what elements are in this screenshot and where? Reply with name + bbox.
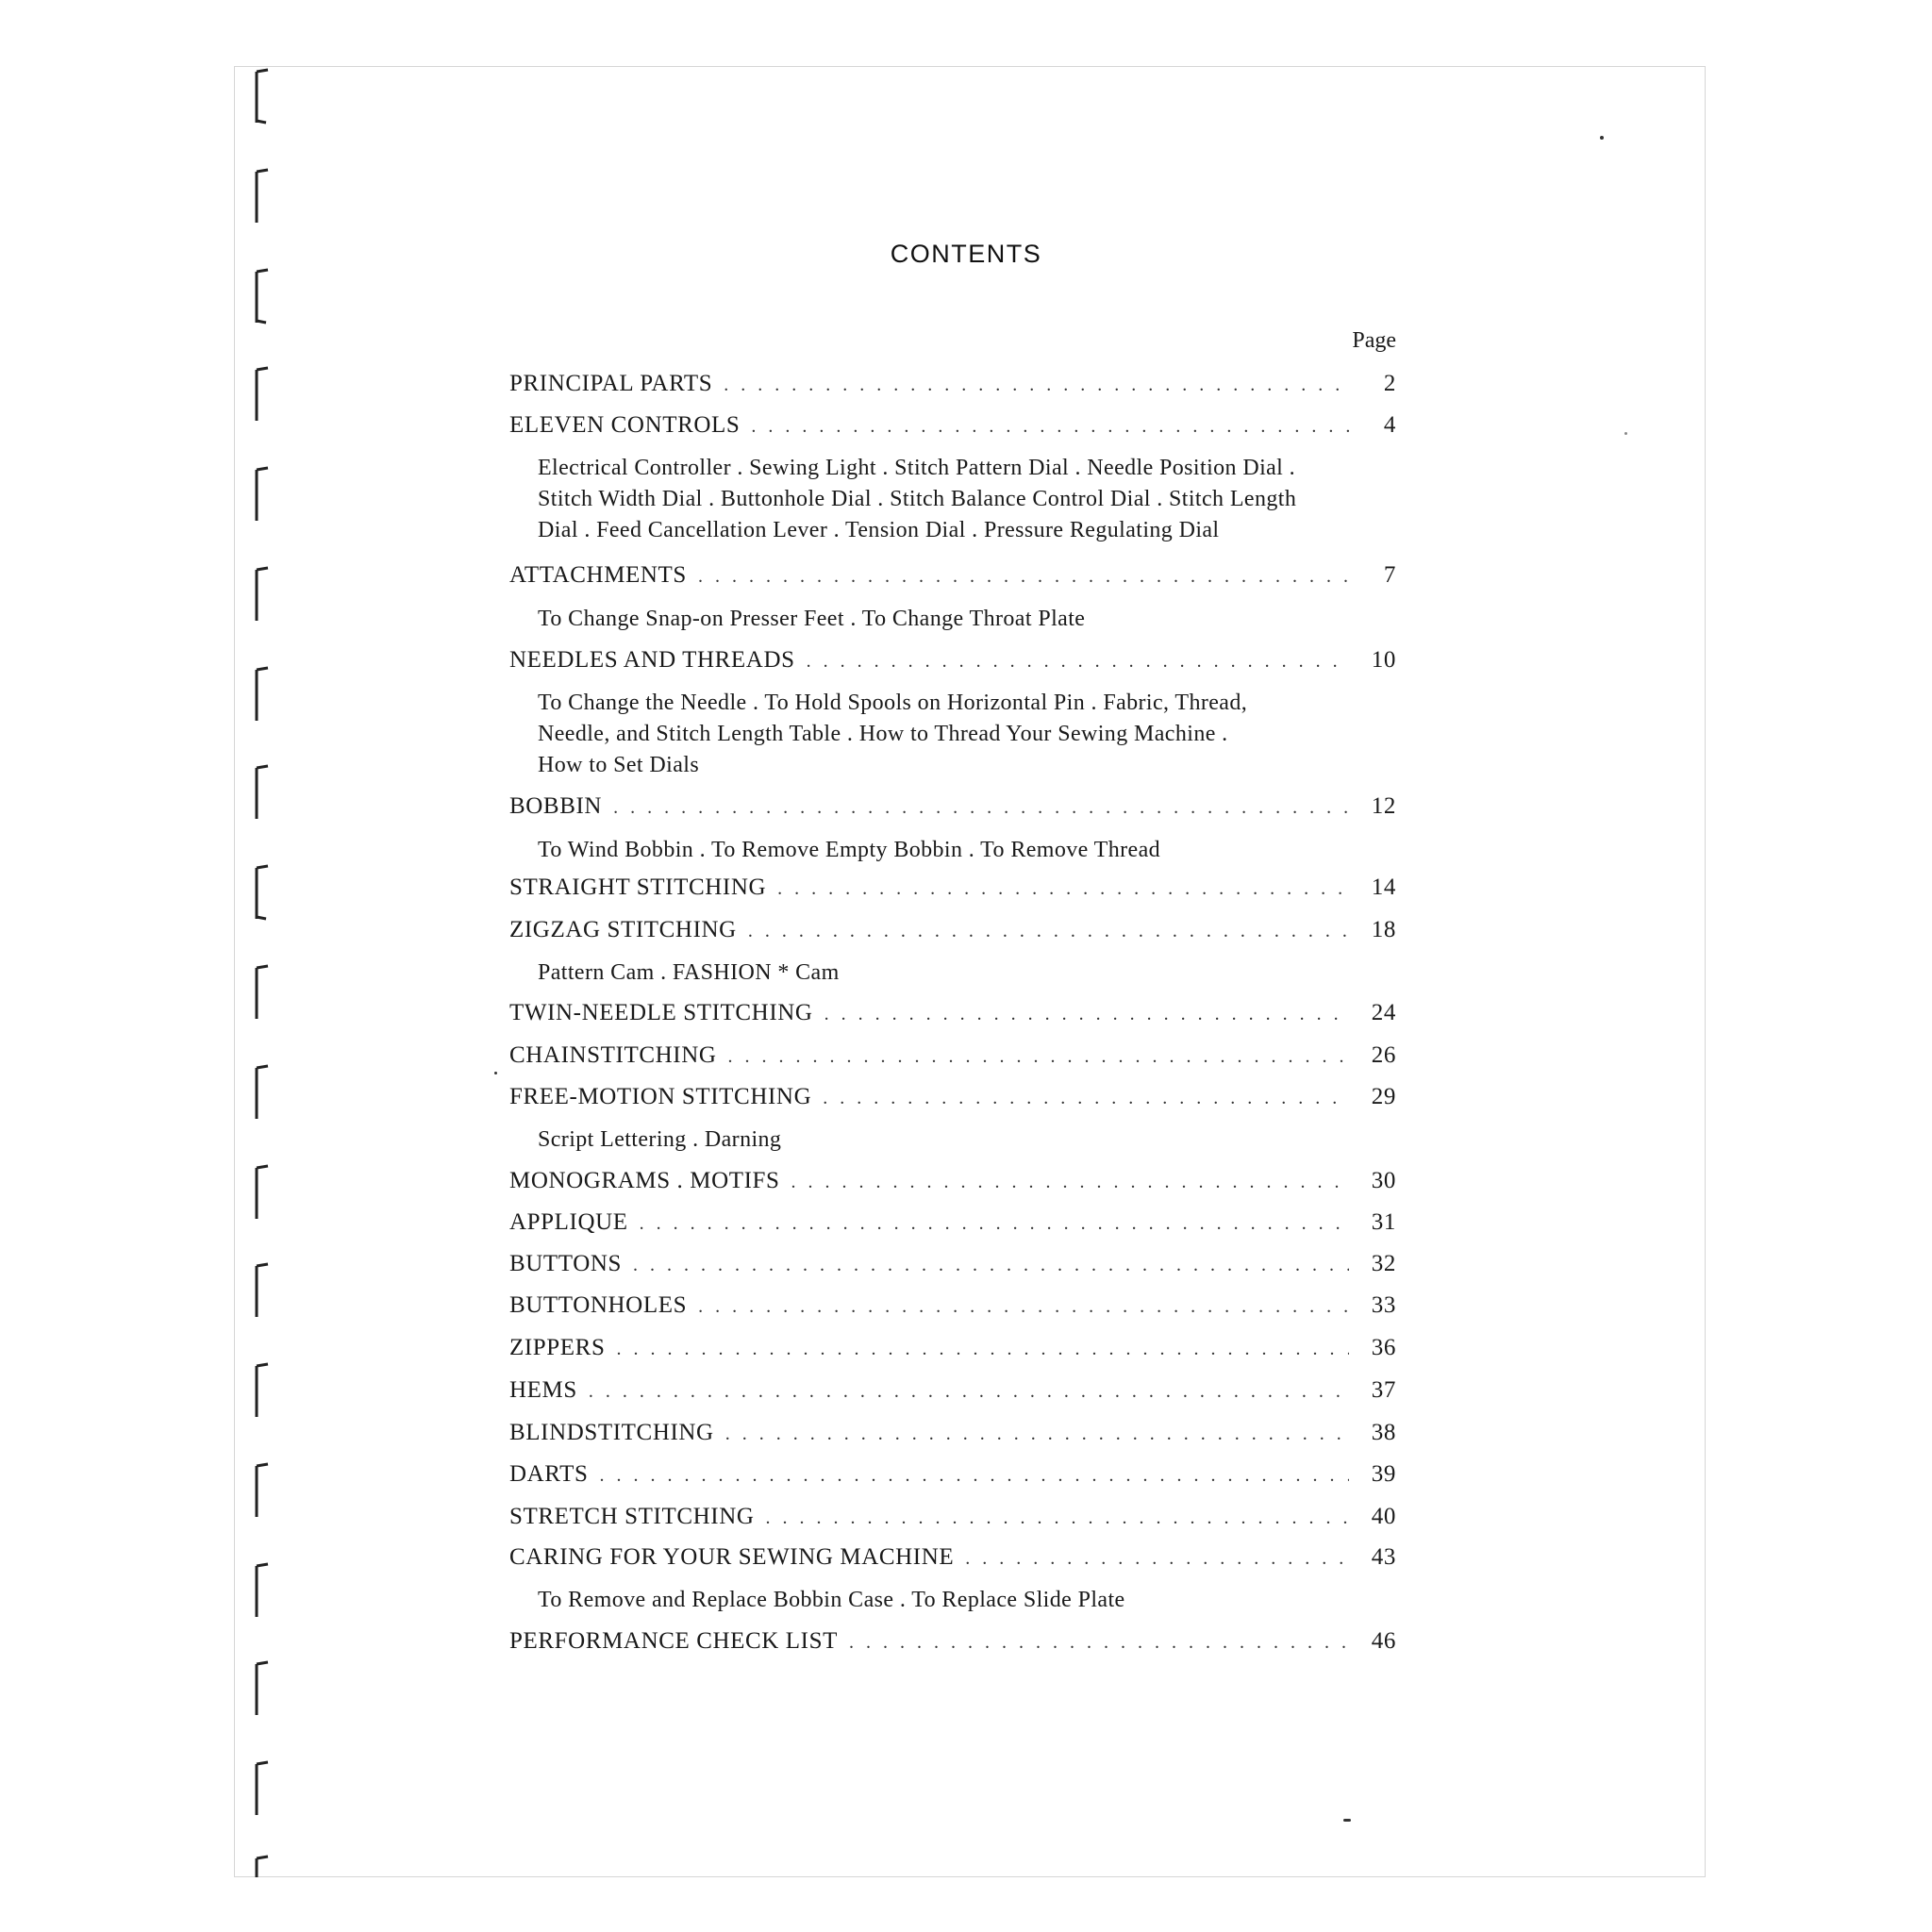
toc-entry-monograms-motifs [509, 1168, 1396, 1194]
toc-entry-page: 29 [1371, 1084, 1396, 1109]
scan-speck [1624, 432, 1627, 435]
toc-entry-page: 40 [1371, 1504, 1396, 1529]
toc-entry-applique [509, 1209, 1396, 1236]
subtopic-line: To Wind Bobbin . To Remove Empty Bobbin . To Remove Thread [538, 838, 1161, 862]
leader-dots [965, 1548, 1349, 1570]
toc-entry-page: 39 [1371, 1461, 1396, 1487]
subtopic-line: To Change Snap-on Presser Feet . To Change Throat Plate [538, 607, 1086, 631]
leader-dots [725, 1424, 1349, 1445]
toc-entry-label: ELEVEN CONTROLS [509, 412, 741, 438]
subtopic-line: Electrical Controller . Sewing Light . Stitch Pattern Dial . Needle Position Dial . [538, 456, 1296, 480]
subtopic-line: To Remove and Replace Bobbin Case . To Replace Slide Plate [538, 1588, 1125, 1612]
toc-entry-principal-parts [509, 371, 1396, 397]
toc-subtopics-free-motion-stitching [538, 1124, 1387, 1156]
leader-dots [748, 921, 1349, 942]
toc-entry-page: 43 [1371, 1544, 1396, 1570]
scan-speck [1600, 136, 1604, 140]
toc-entry-page: 2 [1383, 371, 1396, 396]
subtopic-line: How to Set Dials [538, 753, 700, 777]
toc-entry-free-motion-stitching [509, 1084, 1396, 1110]
toc-entry-needles-and-threads [509, 647, 1396, 674]
toc-entry-chainstitching [509, 1042, 1396, 1069]
leader-dots [823, 1088, 1349, 1109]
toc-entry-page: 26 [1371, 1042, 1396, 1068]
toc-entry-label: ZIGZAG STITCHING [509, 917, 737, 942]
toc-entry-label: CARING FOR YOUR SEWING MACHINE [509, 1544, 955, 1570]
toc-entry-label: FREE-MOTION STITCHING [509, 1084, 812, 1109]
toc-entry-buttons [509, 1251, 1396, 1277]
page-column-heading: Page [1352, 328, 1396, 353]
toc-entry-page: 46 [1371, 1628, 1396, 1654]
leader-dots [698, 566, 1349, 588]
toc-entry-bobbin [509, 793, 1396, 820]
toc-entry-page: 32 [1371, 1251, 1396, 1276]
toc-entry-page: 37 [1371, 1377, 1396, 1403]
toc-entry-label: BOBBIN [509, 793, 603, 819]
toc-entry-label: NEEDLES AND THREADS [509, 647, 795, 673]
leader-dots [791, 1172, 1349, 1193]
toc-entry-label: ZIPPERS [509, 1335, 606, 1360]
toc-entry-label: ATTACHMENTS [509, 562, 687, 588]
toc-entry-blindstitching [509, 1420, 1396, 1446]
toc-entry-straight-stitching [509, 874, 1396, 901]
leader-dots [589, 1381, 1349, 1403]
toc-entry-label: CHAINSTITCHING [509, 1042, 717, 1068]
toc-entry-page: 14 [1371, 874, 1396, 900]
toc-entry-caring-for-your-sewing-machine [509, 1544, 1396, 1571]
toc-entry-label: TWIN-NEEDLE STITCHING [509, 1000, 813, 1025]
subtopic-line: Stitch Width Dial . Buttonhole Dial . Stitch Balance Control Dial . Stitch Length [538, 487, 1297, 511]
toc-entry-label: PRINCIPAL PARTS [509, 371, 713, 396]
toc-entry-zippers [509, 1335, 1396, 1361]
toc-entry-page: 24 [1371, 1000, 1396, 1025]
toc-entry-label: BUTTONHOLES [509, 1292, 688, 1318]
toc-entry-hems [509, 1377, 1396, 1404]
leader-dots [777, 878, 1349, 900]
leader-dots [807, 651, 1349, 673]
comb-binding [247, 66, 285, 1877]
toc-entry-page: 18 [1371, 917, 1396, 942]
toc-entry-page: 12 [1371, 793, 1396, 819]
toc-entry-page: 30 [1371, 1168, 1396, 1193]
leader-dots [751, 416, 1349, 438]
leader-dots [698, 1296, 1349, 1318]
toc-entry-page: 31 [1371, 1209, 1396, 1235]
leader-dots [849, 1632, 1349, 1654]
toc-entry-eleven-controls [509, 412, 1396, 439]
scan-speck [1343, 1819, 1351, 1822]
leader-dots [766, 1507, 1349, 1529]
toc-entry-performance-check-list [509, 1628, 1396, 1655]
leader-dots [633, 1255, 1349, 1276]
toc-entry-label: MONOGRAMS . MOTIFS [509, 1168, 780, 1193]
toc-entry-stretch-stitching [509, 1504, 1396, 1530]
subtopic-line: To Change the Needle . To Hold Spools on Horizontal Pin . Fabric, Thread, [538, 691, 1248, 715]
toc-entry-label: STRETCH STITCHING [509, 1504, 755, 1529]
toc-entry-buttonholes [509, 1292, 1396, 1319]
toc-subtopics-needles-and-threads [538, 688, 1387, 781]
toc-entry-label: PERFORMANCE CHECK LIST [509, 1628, 838, 1654]
toc-entry-page: 38 [1371, 1420, 1396, 1445]
toc-entry-label: BLINDSTITCHING [509, 1420, 714, 1445]
leader-dots [599, 1465, 1349, 1487]
leader-dots [728, 1046, 1350, 1068]
leader-dots [616, 1339, 1349, 1360]
subtopic-line: Dial . Feed Cancellation Lever . Tension Dial . Pressure Regulating Dial [538, 518, 1220, 542]
leader-dots [640, 1213, 1349, 1235]
toc-entry-label: DARTS [509, 1461, 589, 1487]
toc-entry-page: 36 [1371, 1335, 1396, 1360]
toc-entry-page: 4 [1383, 412, 1396, 438]
toc-subtopics-bobbin [538, 835, 1387, 866]
toc-entry-label: BUTTONS [509, 1251, 623, 1276]
subtopic-line: Script Lettering . Darning [538, 1127, 782, 1152]
leader-dots [824, 1004, 1349, 1025]
scan-speck [494, 1072, 497, 1074]
toc-entry-page: 33 [1371, 1292, 1396, 1318]
toc-subtopics-attachments [538, 604, 1387, 635]
toc-entry-page: 7 [1383, 562, 1396, 588]
toc-entry-twin-needle-stitching [509, 1000, 1396, 1026]
toc-entry-label: HEMS [509, 1377, 577, 1403]
toc-subtopics-caring [538, 1585, 1387, 1616]
subtopic-line: Needle, and Stitch Length Table . How to Thread Your Sewing Machine . [538, 722, 1228, 746]
toc-entry-zigzag-stitching [509, 917, 1396, 943]
toc-entry-label: STRAIGHT STITCHING [509, 874, 767, 900]
toc-subtopics-zigzag-stitching [538, 958, 1387, 989]
toc-entry-label: APPLIQUE [509, 1209, 628, 1235]
page-title: CONTENTS [890, 240, 1042, 268]
subtopic-line: Pattern Cam . FASHION * Cam [538, 960, 840, 985]
toc-entry-darts [509, 1461, 1396, 1488]
leader-dots [724, 375, 1349, 396]
leader-dots [613, 797, 1349, 819]
toc-subtopics-eleven-controls [538, 453, 1387, 546]
toc-entry-page: 10 [1371, 647, 1396, 673]
toc-entry-attachments [509, 562, 1396, 589]
